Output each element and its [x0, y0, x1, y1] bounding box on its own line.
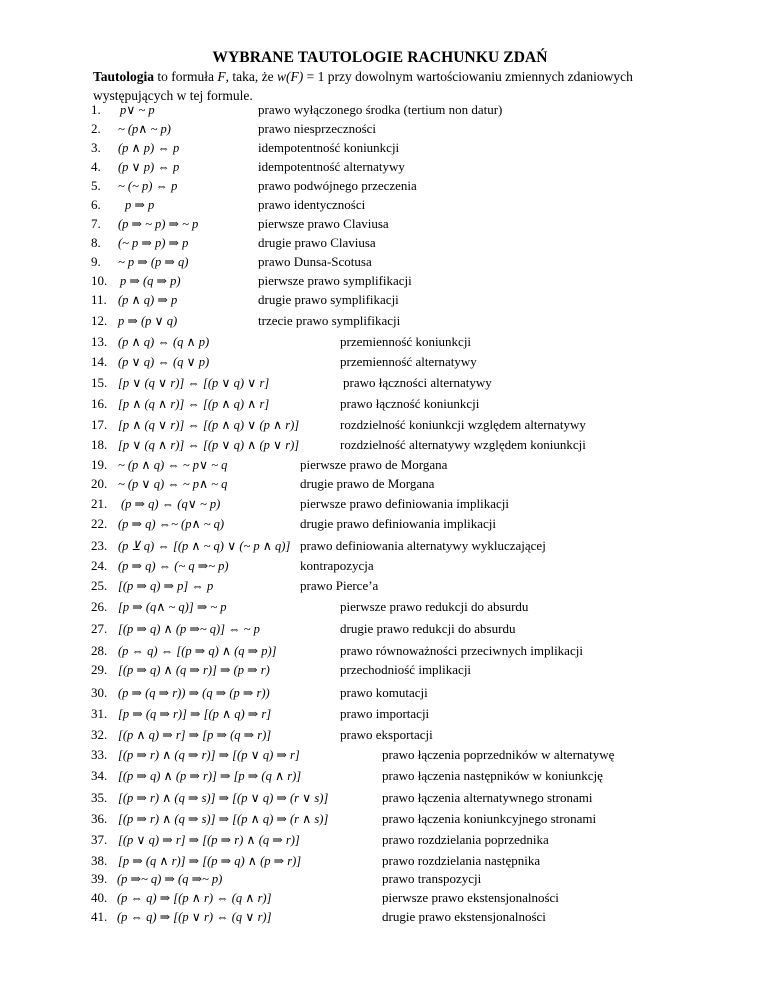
tautology-number: 2. — [91, 121, 101, 136]
tautology-formula: [(p ⇒ q) ∧ (p ⇒ r)] ⇒ [p ⇒ (q ∧ r)] — [118, 769, 302, 783]
definition-term: Tautologia — [93, 69, 155, 84]
tautology-formula: (p ∨ q) ⇔ (q ∨ p) — [118, 355, 210, 369]
tautology-number: 11. — [91, 292, 107, 307]
tautology-law-name: trzecie prawo symplifikacji — [258, 313, 401, 328]
tautology-formula: ~ (p ∧ q) ⇔ ~ p∨ ~ q — [118, 458, 228, 472]
tautology-definition — [93, 67, 693, 105]
tautology-number: 6. — [91, 197, 101, 212]
tautology-number: 18. — [91, 437, 108, 452]
tautology-number: 32. — [91, 727, 108, 742]
tautology-formula: (p ⇒ (q ⇒ r)) ⇒ (q ⇒ (p ⇒ r)) — [118, 686, 270, 700]
tautology-number: 20. — [91, 476, 108, 491]
tautology-law-name: prawo rozdzielania następnika — [382, 853, 541, 868]
tautology-law-name: przemienność alternatywy — [340, 354, 477, 369]
tautology-law-name: rozdzielność alternatywy względem koniunkcji — [340, 437, 586, 452]
tautology-law-name: pierwsze prawo de Morgana — [300, 457, 448, 472]
tautology-law-name: przechodniość implikacji — [340, 662, 472, 677]
tautology-law-name: prawo definiowania alternatywy wykluczającej — [300, 538, 546, 553]
tautology-formula: [p ∧ (q ∧ r)] ⇔ [(p ∧ q) ∧ r] — [118, 397, 270, 411]
tautology-law-name: drugie prawo de Morgana — [300, 476, 435, 491]
tautology-formula: (~ p ⇒ p) ⇒ p — [118, 236, 189, 250]
tautology-law-name: prawo niesprzeczności — [258, 121, 377, 136]
tautology-number: 38. — [91, 853, 108, 868]
tautology-law-name: drugie prawo redukcji do absurdu — [340, 621, 516, 636]
page-title: WYBRANE TAUTOLOGIE RACHUNKU ZDAŃ — [212, 49, 548, 66]
tautology-number: 22. — [91, 516, 108, 531]
tautology-formula: p ⇒ p — [125, 198, 155, 212]
tautology-number: 39. — [91, 871, 108, 886]
tautology-formula: ~ (p ∨ q) ⇔ ~ p∧ ~ q — [118, 477, 228, 491]
tautology-law-name: idempotentność alternatywy — [258, 159, 405, 174]
tautology-law-name: prawo równoważności przeciwnych implikacji — [340, 643, 583, 658]
tautology-law-name: kontrapozycja — [300, 558, 374, 573]
tautology-formula: (p ⇒ q) ⇔ (~ q ⇒~ p) — [118, 559, 229, 573]
tautology-number: 33. — [91, 747, 108, 762]
tautology-law-name: prawo rozdzielania poprzednika — [382, 832, 549, 847]
tautology-formula: (p ⇒ ~ p) ⇒ ~ p — [118, 217, 199, 231]
tautology-formula: p ⇒ (p ∨ q) — [118, 314, 178, 328]
tautology-number: 19. — [91, 457, 108, 472]
tautology-law-name: pierwsze prawo Claviusa — [258, 216, 389, 231]
tautology-number: 29. — [91, 662, 108, 677]
tautology-formula: [p ⇒ (q ∧ r)] ⇒ [(p ⇒ q) ∧ (p ⇒ r)] — [118, 854, 302, 868]
tautology-number: 23. — [91, 538, 108, 553]
tautology-number: 40. — [91, 890, 108, 905]
tautology-law-name: prawo identyczności — [258, 197, 366, 212]
tautology-number: 21. — [91, 496, 108, 511]
tautology-law-name: prawo importacji — [340, 706, 430, 721]
tautology-formula: [(p ⇒ q) ⇒ p] ⇔ p — [118, 579, 214, 593]
tautology-law-name: rozdzielność koniunkcji względem alternatywy — [340, 417, 586, 432]
tautology-number: 31. — [91, 706, 108, 721]
tautology-number: 10. — [91, 273, 108, 288]
tautology-formula: [(p ∨ q) ⇒ r] ⇒ [(p ⇒ r) ∧ (q ⇒ r)] — [118, 833, 300, 847]
tautology-law-name: drugie prawo ekstensjonalności — [382, 909, 546, 924]
tautology-number: 37. — [91, 832, 108, 847]
tautology-formula: [(p ⇒ r) ∧ (q ⇒ s)] ⇒ [(p ∨ q) ⇒ (r ∨ s)] — [118, 791, 329, 805]
tautology-number: 17. — [91, 417, 108, 432]
tautology-formula: (p ⇒ q) ⇔~ (p∧ ~ q) — [118, 517, 225, 531]
tautology-number: 4. — [91, 159, 101, 174]
tautology-law-name: prawo łączenia następników w koniunkcję — [382, 768, 603, 783]
definition-text-3: = 1 przy dowolnym wartościowaniu zmiennych zdaniowych występujących w tej formule. — [93, 69, 633, 103]
tautology-number: 8. — [91, 235, 101, 250]
tautology-formula: (p ⇔ q) ⇒ [(p ∧ r) ⇔ (q ∧ r)] — [117, 891, 272, 905]
tautology-number: 34. — [91, 768, 108, 783]
tautology-law-name: prawo podwójnego przeczenia — [258, 178, 417, 193]
tautology-law-name: idempotentność koniunkcji — [258, 140, 400, 155]
tautology-law-name: pierwsze prawo definiowania implikacji — [300, 496, 510, 511]
tautology-formula: [p ⇒ (q ⇒ r)] ⇒ [(p ∧ q) ⇒ r] — [118, 707, 272, 721]
tautology-law-name: pierwsze prawo ekstensjonalności — [382, 890, 559, 905]
tautology-number: 1. — [91, 102, 101, 117]
tautology-number: 24. — [91, 558, 108, 573]
tautology-number: 3. — [91, 140, 101, 155]
tautology-law-name: prawo transpozycji — [382, 871, 482, 886]
tautology-number: 13. — [91, 334, 108, 349]
tautology-number: 16. — [91, 396, 108, 411]
tautology-number: 30. — [91, 685, 108, 700]
tautology-law-name: prawo eksportacji — [340, 727, 433, 742]
tautology-formula: (p ⇔ q) ⇒ [(p ∨ r) ⇔ (q ∨ r)] — [117, 910, 272, 924]
tautology-number: 5. — [91, 178, 101, 193]
tautology-law-name: prawo komutacji — [340, 685, 428, 700]
tautology-formula: (p ∧ q) ⇒ p — [118, 293, 178, 307]
tautology-formula: [(p ⇒ q) ∧ (p ⇒~ q)] ⇔ ~ p — [118, 622, 260, 636]
tautology-number: 9. — [91, 254, 101, 269]
definition-text-1: to formuła — [154, 69, 218, 84]
tautology-number: 14. — [91, 354, 108, 369]
tautology-number: 7. — [91, 216, 101, 231]
tautology-formula: [(p ⇒ r) ∧ (q ⇒ s)] ⇒ [(p ∧ q) ⇒ (r ∧ s)] — [118, 812, 329, 826]
tautology-law-name: przemienność koniunkcji — [340, 334, 472, 349]
tautology-number: 41. — [91, 909, 108, 924]
tautology-law-name: drugie prawo Claviusa — [258, 235, 376, 250]
tautology-law-name: drugie prawo definiowania implikacji — [300, 516, 497, 531]
tautology-number: 35. — [91, 790, 108, 805]
tautology-formula: ~ (~ p) ⇔ p — [118, 179, 178, 193]
tautology-formula: [p ⇒ (q∧ ~ q)] ⇒ ~ p — [118, 600, 227, 614]
tautology-law-name: prawo łączności alternatywy — [343, 375, 492, 390]
tautology-formula: (p ⇔ q) ⇔ [(p ⇒ q) ∧ (q ⇒ p)] — [118, 644, 277, 658]
tautology-number: 36. — [91, 811, 108, 826]
tautology-law-name: prawo Dunsa-Scotusa — [258, 254, 372, 269]
tautology-law-name: prawo wyłączonego środka (tertium non datur) — [258, 102, 503, 117]
valuation-symbol: w(F) — [277, 69, 304, 84]
formula-symbol: F — [217, 69, 226, 84]
tautology-number: 15. — [91, 375, 108, 390]
tautology-formula: (p ⇒ q) ⇔ (q∨ ~ p) — [121, 497, 221, 511]
tautology-number: 28. — [91, 643, 108, 658]
tautology-formula: [(p ⇒ r) ∧ (q ⇒ r)] ⇒ [(p ∨ q) ⇒ r] — [118, 748, 300, 762]
tautology-formula: (p ∧ p) ⇔ p — [118, 141, 180, 155]
tautology-law-name: pierwsze prawo symplifikacji — [258, 273, 412, 288]
tautology-formula: p ⇒ (q ⇒ p) — [120, 274, 181, 288]
tautology-formula: [p ∨ (q ∧ r)] ⇔ [(p ∨ q) ∧ (p ∨ r)] — [118, 438, 300, 452]
tautology-formula: (p ∨ p) ⇔ p — [118, 160, 180, 174]
tautology-formula: [(p ⇒ q) ∧ (q ⇒ r)] ⇒ (p ⇒ r) — [118, 663, 270, 677]
tautology-formula: ~ (p∧ ~ p) — [118, 122, 171, 136]
tautology-formula: [p ∨ (q ∨ r)] ⇔ [(p ∨ q) ∨ r] — [118, 376, 270, 390]
tautology-law-name: pierwsze prawo redukcji do absurdu — [340, 599, 529, 614]
tautology-law-name: prawo łączenia koniunkcyjnego stronami — [382, 811, 597, 826]
definition-text-2: , taka, że — [225, 69, 277, 84]
tautology-number: 25. — [91, 578, 108, 593]
tautology-formula: [(p ∧ q) ⇒ r] ⇒ [p ⇒ (q ⇒ r)] — [118, 728, 272, 742]
tautology-number: 26. — [91, 599, 108, 614]
tautology-number: 12. — [91, 313, 108, 328]
tautology-law-name: prawo Pierce’a — [300, 578, 379, 593]
tautology-formula: (p ⊻ q) ⇔ [(p ∧ ~ q) ∨ (~ p ∧ q)] — [118, 539, 291, 553]
tautology-formula: (p ∧ q) ⇔ (q ∧ p) — [118, 335, 210, 349]
tautology-formula: (p ⇒~ q) ⇒ (q ⇒~ p) — [117, 872, 223, 886]
tautology-law-name: prawo łączność koniunkcji — [340, 396, 480, 411]
tautology-law-name: drugie prawo symplifikacji — [258, 292, 399, 307]
tautology-number: 27. — [91, 621, 108, 636]
tautology-law-name: prawo łączenia alternatywnego stronami — [382, 790, 593, 805]
tautology-formula: p∨ ~ p — [120, 103, 155, 117]
tautology-formula: [p ∧ (q ∨ r)] ⇔ [(p ∧ q) ∨ (p ∧ r)] — [118, 418, 300, 432]
tautology-law-name: prawo łączenia poprzedników w alternatywę — [382, 747, 615, 762]
tautology-formula: ~ p ⇒ (p ⇒ q) — [118, 255, 189, 269]
